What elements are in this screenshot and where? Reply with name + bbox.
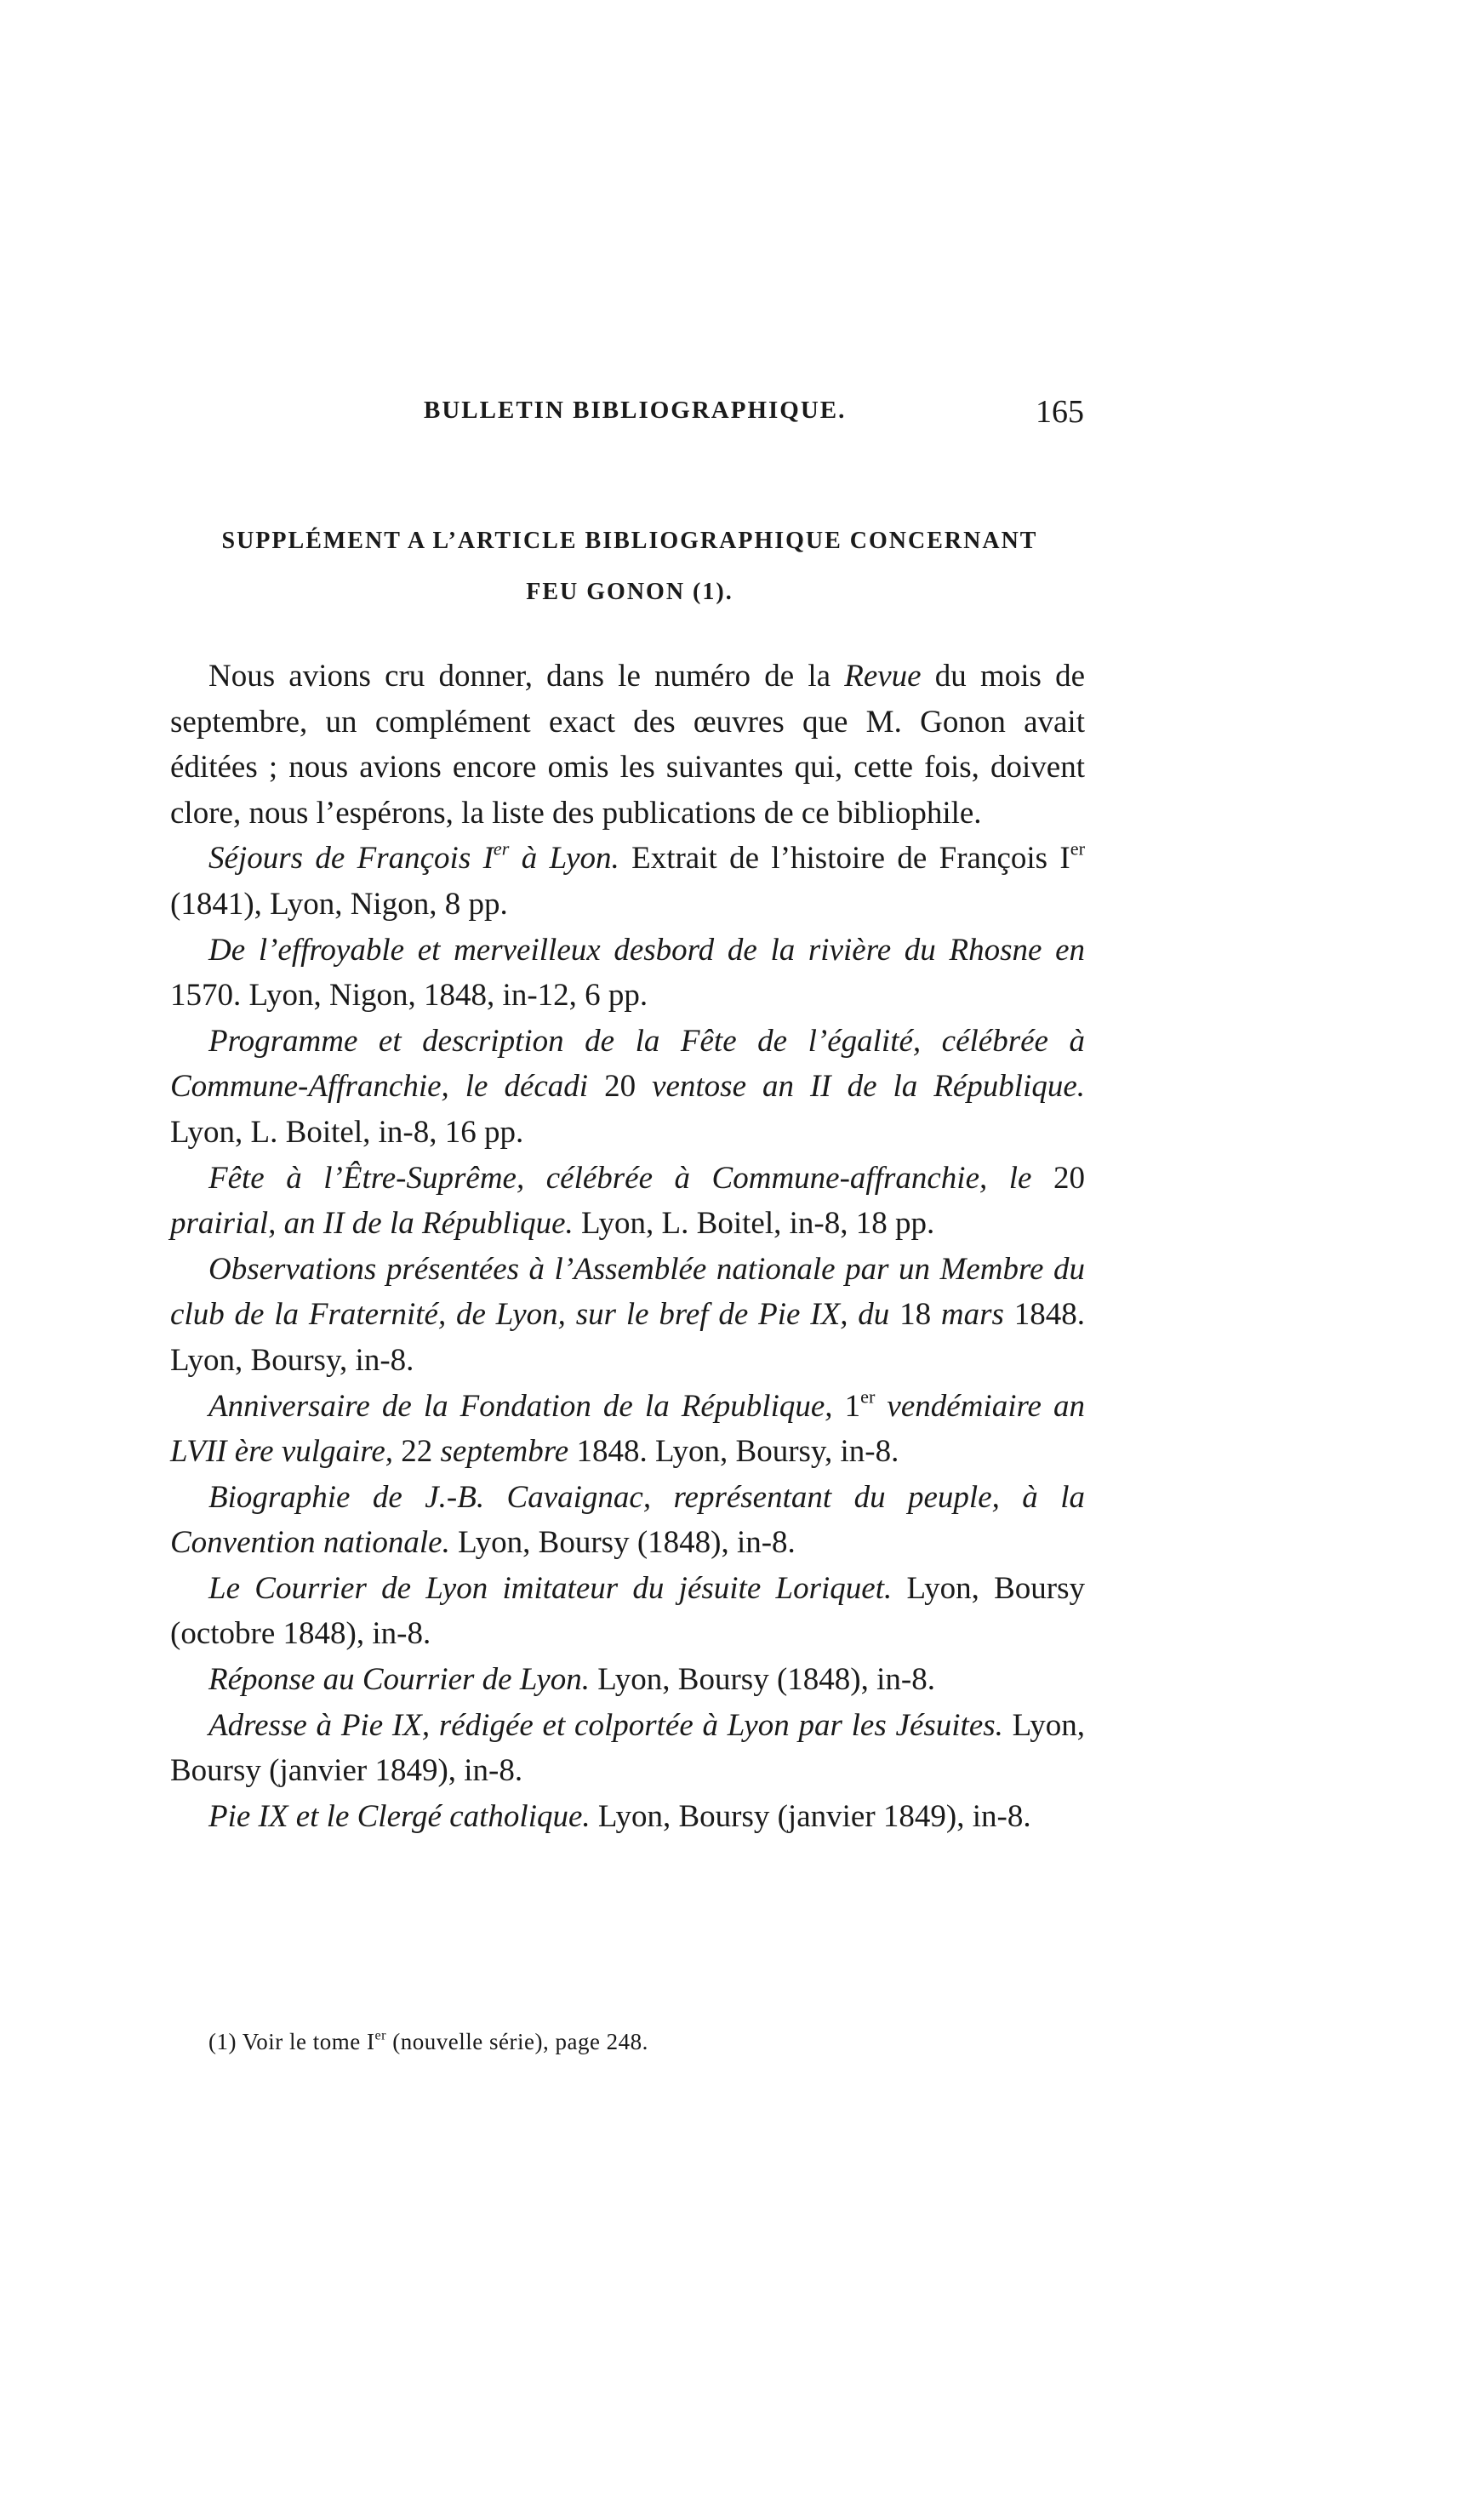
- entry-details: Lyon, Boursy (janvier 1849), in-8.: [590, 1798, 1031, 1834]
- bibliography-entry: [170, 1384, 1085, 1475]
- entry-title: Adresse à Pie IX, rédigée et colportée à Lyon par les Jésuites.: [208, 1707, 1003, 1743]
- bibliography-entry: [170, 836, 1085, 927]
- entry-title: Anniversaire de la Fondation de la République,: [208, 1388, 833, 1424]
- entry-details: Lyon, L. Boitel, in-8, 18 pp.: [573, 1206, 935, 1242]
- entry-title: septembre: [440, 1434, 569, 1470]
- entry-title: Observations présentées à l’Assemblée nationale par un Membre du club de la Fraternité, de Lyon, sur le bref de Pie IX, du: [170, 1251, 1085, 1333]
- page-header: [170, 393, 1089, 436]
- footnote-text: (nouvelle série), page 248.: [386, 2029, 648, 2054]
- entry-details: 1848. Lyon, Boursy, in-8.: [568, 1434, 899, 1470]
- entry-title: Pie IX et le Clergé catholique.: [208, 1798, 591, 1834]
- text-run: du mois de septembre, un complément exact des œuvres que M. Gonon avait éditées ; nous avions encore omis les suivantes qui, cette fois, doivent clore, nous l’espérons, la liste des publications de ce bibliophile.: [170, 659, 1085, 831]
- entry-details: 1848. Lyon, Boursy, in-8.: [170, 1297, 1086, 1378]
- superscript: er: [1070, 837, 1085, 860]
- footnote: [208, 2029, 1059, 2055]
- bibliography-entry: [170, 928, 1085, 1019]
- superscript: er: [493, 837, 510, 860]
- entry-number: 20: [1031, 1160, 1085, 1196]
- bibliography-entry: [170, 1703, 1085, 1794]
- entry-title: Fête à l’Être-Suprême, célébrée à Commune-affranchie, le: [208, 1160, 1032, 1196]
- entry-title: ventose an II de la République.: [652, 1069, 1086, 1105]
- bibliography-entry: [170, 1475, 1085, 1566]
- entry-number: 20: [588, 1069, 653, 1105]
- entry-title: Réponse au Courrier de Lyon.: [208, 1662, 590, 1698]
- entry-number: 22: [393, 1434, 441, 1470]
- entry-number: 18: [889, 1297, 941, 1333]
- entry-details: Lyon, L. Boitel, in-8, 16 pp.: [170, 1114, 524, 1150]
- entry-title: vendémiaire an LVII ère vulgaire,: [170, 1388, 1086, 1470]
- running-title: BULLETIN BIBLIOGRAPHIQUE.: [424, 397, 847, 424]
- bibliography-entry: [170, 1247, 1085, 1384]
- entry-title: Biographie de J.-B. Cavaignac, représentant du peuple, à la Convention nationale.: [170, 1479, 1085, 1561]
- entry-details: Extrait de l’histoire de François I: [619, 841, 1070, 877]
- entry-title: Le Courrier de Lyon imitateur du jésuite Loriquet.: [208, 1570, 893, 1606]
- entry-details: 1570. Lyon, Nigon, 1848, in-12, 6 pp.: [170, 978, 648, 1014]
- article-title-line: FEU GONON (1).: [526, 579, 733, 605]
- entry-details: (1841), Lyon, Nigon, 8 pp.: [170, 886, 508, 922]
- text-run: Nous avions cru donner, dans le numéro de la: [208, 659, 845, 694]
- entry-details: Lyon, Boursy (octobre 1848), in-8.: [170, 1570, 1085, 1652]
- article-body: [170, 654, 1085, 1839]
- bibliography-entry: [170, 1019, 1085, 1156]
- entry-details: Lyon, Boursy (1848), in-8.: [590, 1662, 935, 1698]
- article-title-line: SUPPLÉMENT A L’ARTICLE BIBLIOGRAPHIQUE CONCERNANT: [221, 528, 1038, 554]
- italic-run: Revue: [844, 659, 922, 694]
- entry-title: mars: [940, 1297, 1004, 1333]
- entry-details: Lyon, Boursy (1848), in-8.: [449, 1525, 796, 1561]
- footnote-text: (1) Voir le tome I: [208, 2029, 375, 2054]
- entry-number: 1: [832, 1388, 861, 1424]
- entry-title: Séjours de François I: [208, 841, 494, 877]
- bibliography-entry: [170, 1156, 1085, 1247]
- article-title: [170, 516, 1089, 618]
- superscript: er: [860, 1385, 876, 1407]
- bibliography-entry: [170, 1657, 1085, 1703]
- bibliography-entry: [170, 1794, 1085, 1840]
- entry-title: Programme et description de la Fête de l’égalité, célébrée à Commune-Affranchie, le décadi: [170, 1023, 1085, 1105]
- page-number: 165: [1036, 394, 1084, 430]
- entry-title: De l’effroyable et merveilleux desbord de la rivière du Rhosne en: [208, 932, 1085, 968]
- superscript: er: [374, 2027, 387, 2043]
- entry-title: à Lyon.: [509, 841, 619, 877]
- bibliography-entry: [170, 1566, 1085, 1657]
- intro-paragraph: [170, 654, 1085, 836]
- entry-title: prairial, an II de la République.: [170, 1206, 574, 1242]
- entry-details: Lyon, Boursy (janvier 1849), in-8.: [170, 1707, 1085, 1789]
